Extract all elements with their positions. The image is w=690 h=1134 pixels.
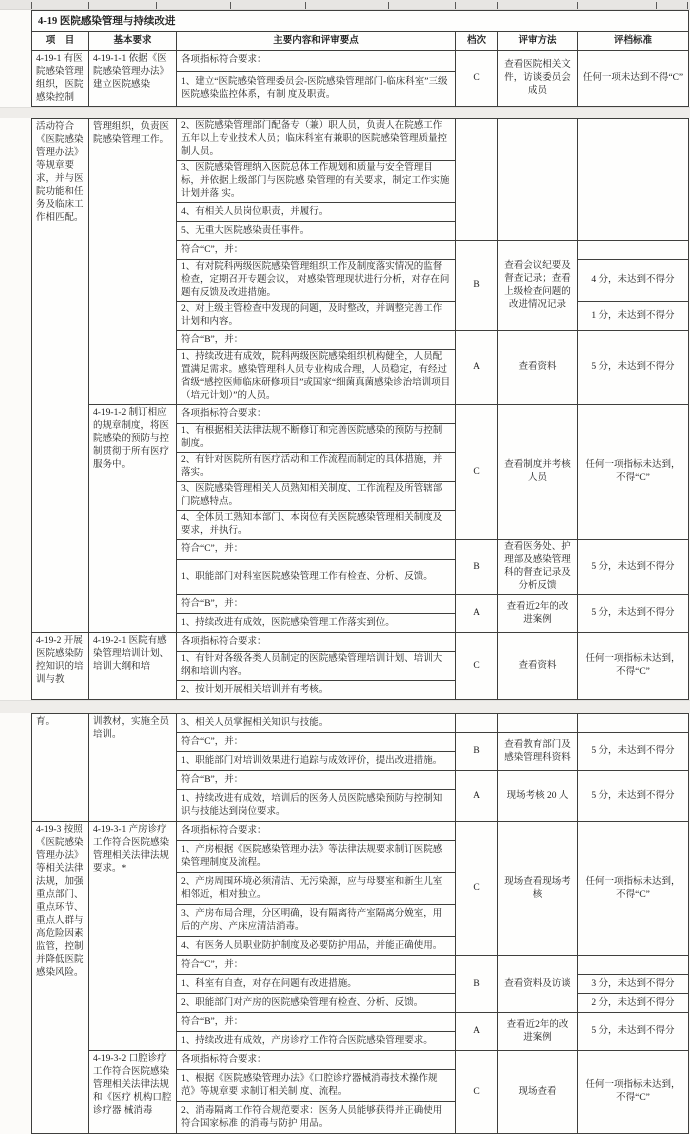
method-cell: 现场查看现场考核 xyxy=(498,822,578,956)
content-cell: 各项指标符合要求： xyxy=(177,822,456,841)
content-cell: 2、消毒隔离工作符合规范要求：医务人员能够获得并正确使用符合国家标准 的消毒与防护 用品。 xyxy=(177,1102,456,1134)
method-cell: 查看近2年的改进案例 xyxy=(498,595,578,633)
content-cell: 1、根据《医院感染管理办法》《口腔诊疗器械消毒技术操作规范》等规章要 求制订相关制 度、流程。 xyxy=(177,1070,456,1102)
content-cell: 1、持续改进有成效，培训后的医务人员医院感染预防与控制知识与技能达到岗位要求。 xyxy=(177,790,456,822)
content-cell: 各项指标符合要求： xyxy=(177,1051,456,1070)
standard-cell: 1 分，未达到不得分 xyxy=(578,302,689,331)
cell-border-tick xyxy=(31,2,32,9)
content-cell: 1、持续改进有成效，产房诊疗工作符合医院感染管理要求。 xyxy=(177,1032,456,1051)
content-cell: 1、职能部门对科室医院感染管理工作有检查、分析、反馈。 xyxy=(177,560,456,595)
content-cell: 5、无重大医院感染责任事件。 xyxy=(177,222,456,241)
cell-border-tick xyxy=(577,2,578,9)
content-cell: 符合“C”，并： xyxy=(177,241,456,260)
content-cell: 3、相关人员掌握相关知识与技能。 xyxy=(177,714,456,733)
cell-border-tick xyxy=(497,2,498,9)
standard-cell: 3 分，未达到不得分 xyxy=(578,975,689,994)
project-cell: 育。 xyxy=(32,714,89,822)
method-cell: 查看近2年的改进案例 xyxy=(498,1013,578,1051)
standard-cell: 2 分，未达到不得分 xyxy=(578,994,689,1013)
cell-border-tick xyxy=(455,2,456,9)
content-cell: 1、有对院科两级医院感染管理组织工作及制度落实情况的监督检查，定期召开专题会议， 对感染管理现状进行分析，对存在问题有反馈及改进措施。 xyxy=(177,260,456,302)
method-cell: 查看资料及访谈 xyxy=(498,956,578,1013)
method-cell: 查看医院相关文件，访谈委员会成员 xyxy=(498,51,578,107)
standard-cell-empty xyxy=(578,714,689,733)
page-break xyxy=(0,107,690,118)
content-cell: 各项指标符合要求： xyxy=(177,51,456,72)
content-cell: 2、有针对医院所有医疗活动和工作流程而制定的具体措施，并落实。 xyxy=(177,453,456,482)
content-cell: 各项指标符合要求： xyxy=(177,633,456,652)
standards-table-segment-1 xyxy=(31,10,689,107)
grade-cell-empty xyxy=(456,119,498,241)
header-project: 项 目 xyxy=(32,32,89,51)
content-cell: 3、医院感染管理纳入医院总体工作规划和质量与安全管理目标，并依据上级部门与医院感 染管理的有关要求，制定工作实施计划并落 实。 xyxy=(177,161,456,203)
content-cell: 1、持续改进有成效，院科两级医院感染组织机构健全，人员配置满足需求。感染管理科人员专业构成合理，人员稳定，有经过省级“感控医师临床研修项目”或国家“细菌真菌感染诊治培训项目（培元计划）”的人员。 xyxy=(177,350,456,405)
header-basic-requirement: 基本要求 xyxy=(89,32,177,51)
grade-cell: C xyxy=(456,822,498,956)
content-cell: 2、医院感染管理部门配备专（兼）职人员，负责人在院感工作五年以上专业技术人员；临床科室有兼职的医院感染管理质量控制人员。 xyxy=(177,119,456,161)
previous-page-edge xyxy=(0,0,690,10)
content-cell: 符合“B”，并： xyxy=(177,331,456,350)
content-cell: 符合“C”，并： xyxy=(177,733,456,752)
content-cell: 1、有针对各级各类人员制定的医院感染管理培训计划、培训大纲和培训内容。 xyxy=(177,652,456,681)
grade-cell: A xyxy=(456,331,498,405)
content-cell: 1、有根据相关法律法规不断修订和完善医院感染的预防与控制制度。 xyxy=(177,424,456,453)
project-cell: 活动符合《医院感染管理办法》等规章要求，并与医院功能和任务及临床工作相匹配。 xyxy=(32,119,89,633)
cell-border-tick xyxy=(656,2,657,9)
content-cell: 2、职能部门对产房的医院感染管理有检查、分析、反馈。 xyxy=(177,994,456,1013)
content-cell: 3、产房布局合理，分区明确，设有隔离待产室隔离分娩室，用后的产房、产床应清洁消毒。 xyxy=(177,905,456,937)
cell-border-tick xyxy=(230,2,231,9)
grade-cell: A xyxy=(456,1013,498,1051)
requirement-cell: 4-19-2-1 医院有感染管理培训计划、培训大纲和培 xyxy=(89,633,177,700)
header-grading-standard: 评档标准 xyxy=(578,32,689,51)
requirement-cell: 4-19-1-2 制订相应的规章制度，将医院感染的预防与控制贯彻于所有医疗服务中。 xyxy=(89,405,177,633)
content-cell: 2、按计划开展相关培训并有考核。 xyxy=(177,681,456,700)
standard-cell: 4 分，未达到不得分 xyxy=(578,260,689,302)
header-main-content: 主要内容和评审要点 xyxy=(177,32,456,51)
grade-cell: A xyxy=(456,771,498,822)
standards-table-segment-3 xyxy=(31,713,689,1134)
standard-cell-empty xyxy=(578,119,689,241)
page-break xyxy=(0,700,690,713)
grade-cell: C xyxy=(456,405,498,540)
requirement-cell: 4-19-3-2 口腔诊疗工作符合医院感染管理相关法律法规和《医疗 机构口腔诊疗器 械消毒 xyxy=(89,1051,177,1134)
grade-cell: B xyxy=(456,540,498,595)
standard-cell: 5 分，未达到不得分 xyxy=(578,595,689,633)
content-cell: 4、有医务人员职业防护制度及必要防护用品，并能正确使用。 xyxy=(177,937,456,956)
standard-cell: 5 分，未达到不得分 xyxy=(578,771,689,822)
content-cell: 2、对上级主管检查中发现的问题，及时整改，并调整完善工作计划和内容。 xyxy=(177,302,456,331)
section-title: 4-19 医院感染管理与持续改进 xyxy=(32,11,689,32)
grade-cell: C xyxy=(456,1051,498,1134)
content-cell: 1、科室有自查，对存在问题有改进措施。 xyxy=(177,975,456,994)
method-cell-empty xyxy=(498,714,578,733)
content-cell: 符合“C”，并： xyxy=(177,956,456,975)
method-cell: 查看教育部门及感染管理科资料 xyxy=(498,733,578,771)
method-cell-empty xyxy=(498,119,578,241)
grade-cell: C xyxy=(456,51,498,107)
grade-cell-empty xyxy=(456,714,498,733)
content-cell: 2、产房周围环境必须清洁、无污染源，应与母婴室和新生儿室相邻近，相对独立。 xyxy=(177,873,456,905)
content-cell: 符合“B”，并： xyxy=(177,771,456,790)
content-cell: 符合“B”，并： xyxy=(177,1013,456,1032)
method-cell: 现场考核 20 人 xyxy=(498,771,578,822)
standard-cell: 任何一项指标未达到，不得“C” xyxy=(578,1051,689,1134)
method-cell: 查看资料 xyxy=(498,331,578,405)
project-cell: 4-19-1 有医院感染管理组织，医院感染控制 xyxy=(32,51,89,107)
grade-cell: B xyxy=(456,956,498,1013)
content-cell: 1、持续改进有成效，医院感染管理工作落实到位。 xyxy=(177,614,456,633)
header-grade: 档次 xyxy=(456,32,498,51)
header-review-method: 评审方法 xyxy=(498,32,578,51)
requirement-cell: 4-19-1-1 依据《医院感染管理办法》建立医院感染 xyxy=(89,51,177,107)
standard-cell-empty xyxy=(578,241,689,260)
project-cell: 4-19-2 开展医院感染防控知识的培训与教 xyxy=(32,633,89,700)
content-cell: 符合“C”，并： xyxy=(177,540,456,560)
content-cell: 符合“B”，并： xyxy=(177,595,456,614)
content-cell: 3、医院感染管理相关人员熟知相关制度、工作流程及所管辖部门院感特点。 xyxy=(177,482,456,511)
standard-cell-empty xyxy=(578,956,689,975)
standard-cell: 5 分，未达到不得分 xyxy=(578,733,689,771)
cell-border-tick xyxy=(156,2,157,9)
content-cell: 4、全体员工熟知本部门、本岗位有关医院感染管理相关制度及要求，并执行。 xyxy=(177,511,456,540)
standard-cell: 任何一项指标未达到，不得“C” xyxy=(578,405,689,540)
project-cell: 4-19-3 按照《医院感染管理办法》等相关法律法规，加强重点部门、重点环节、重点人群与高危险因素监管，控制并降低医院感染风险。 xyxy=(32,822,89,1134)
grade-cell: C xyxy=(456,633,498,700)
cell-border-tick xyxy=(88,2,89,9)
content-cell: 各项指标符合要求： xyxy=(177,405,456,424)
grade-cell: A xyxy=(456,595,498,633)
standards-table-segment-2 xyxy=(31,118,689,700)
standard-cell: 5 分，未达到不得分 xyxy=(578,540,689,595)
requirement-cell: 4-19-3-1 产房诊疗工作符合医院感染管理相关法律法规要求。* xyxy=(89,822,177,1051)
standard-cell: 任何一项未达到不得“C” xyxy=(578,51,689,107)
cell-border-tick xyxy=(388,2,389,9)
method-cell: 查看资料 xyxy=(498,633,578,700)
standard-cell: 5 分，未达到不得分 xyxy=(578,331,689,405)
grade-cell: B xyxy=(456,241,498,331)
method-cell: 查看制度并考核人员 xyxy=(498,405,578,540)
method-cell: 现场查看 xyxy=(498,1051,578,1134)
method-cell: 查看会议纪要及督查记录；查看上级检查问题的改进情况记录 xyxy=(498,241,578,331)
cell-border-tick xyxy=(305,2,306,9)
content-cell: 4、有相关人员岗位职责，并履行。 xyxy=(177,203,456,222)
content-cell: 1、职能部门对培训效果进行追踪与成效评价，提出改进措施。 xyxy=(177,752,456,771)
grade-cell: B xyxy=(456,733,498,771)
content-cell: 1、建立“医院感染管理委员会-医院感染管理部门-临床科室”三级医院感染监控体系，有制 度及职责。 xyxy=(177,71,456,106)
content-cell: 1、产房根据《医院感染管理办法》等法律法规要求制订医院感染管理制度及流程。 xyxy=(177,841,456,873)
requirement-cell: 管理组织，负责医院感染管理工作。 xyxy=(89,119,177,405)
cell-border-tick xyxy=(687,2,688,9)
standard-cell: 任何一项指标未达到，不得“C” xyxy=(578,633,689,700)
standard-cell: 任何一项指标未达到，不得“C” xyxy=(578,822,689,956)
requirement-cell: 训教材，实施全员培训。 xyxy=(89,714,177,822)
method-cell: 查看医务处、护理部及感染管理科的督查记录及分析反馈 xyxy=(498,540,578,595)
standard-cell: 5 分，未达到不得分 xyxy=(578,1013,689,1051)
